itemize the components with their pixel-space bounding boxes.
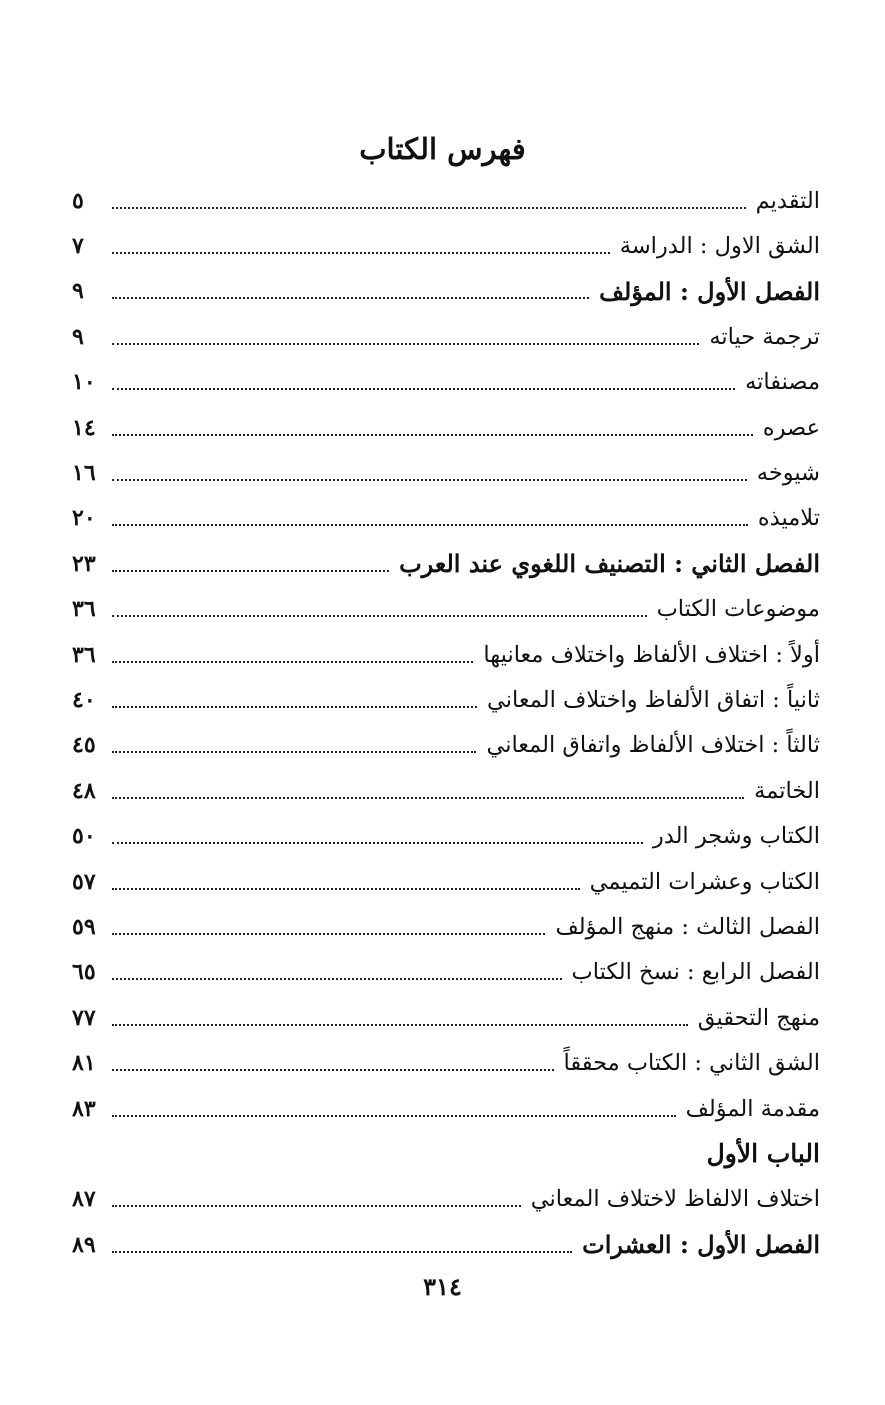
dot-leader	[112, 706, 477, 708]
toc-entry-page: ٤٥	[72, 732, 96, 759]
toc-entry-title: التقديم	[755, 187, 820, 214]
toc-entry-page: ٩	[72, 323, 84, 350]
dot-leader	[112, 1251, 572, 1253]
toc-entry-title: الفصل الرابع : نسخ الكتاب	[571, 959, 820, 986]
dot-leader	[112, 434, 753, 436]
toc-entry-title: موضوعات الكتاب	[656, 596, 820, 623]
toc-entry-title: مصنفاته	[745, 369, 820, 396]
dot-leader	[112, 388, 735, 390]
toc-entry-page: ٥٩	[72, 913, 96, 940]
toc-entry	[72, 360, 820, 405]
toc-entry-title: منهج التحقيق	[697, 1004, 820, 1031]
toc-entry-title: الكتاب وعشرات التميمي	[589, 868, 820, 895]
toc-entry	[72, 269, 820, 314]
page-number: ٣١٤	[423, 1272, 462, 1301]
toc-entry-title: الكتاب وشجر الدر	[652, 823, 820, 850]
toc-entry-page: ٨١	[72, 1050, 96, 1077]
toc-entry-page: ٧٧	[72, 1004, 96, 1031]
toc-entry-title: تلاميذه	[757, 505, 820, 532]
toc-entry-title: الفصل الثاني : التصنيف اللغوي عند العرب	[399, 549, 820, 579]
toc-entry-page: ٣٦	[72, 641, 96, 668]
toc-entry-page: ٢٠	[72, 505, 96, 532]
toc-entry	[72, 1086, 820, 1131]
toc-entry	[72, 1222, 820, 1267]
toc-entry-page: ٦٥	[72, 959, 96, 986]
dot-leader	[112, 615, 647, 617]
dot-leader	[112, 1024, 688, 1026]
dot-leader	[112, 207, 746, 209]
toc-after-list	[72, 1177, 820, 1268]
toc-entry-title: أولاً : اختلاف الألفاظ واختلاف معانيها	[483, 641, 820, 668]
toc-entry	[72, 178, 820, 223]
dot-leader	[112, 661, 473, 663]
dot-leader	[112, 797, 744, 799]
toc-entry-title: ثانياً : اتفاق الألفاظ واختلاف المعاني	[487, 686, 820, 713]
page-title: فهرس الكتاب	[359, 132, 526, 166]
toc-entry-title: ثالثاً : اختلاف الألفاظ واتفاق المعاني	[486, 732, 820, 759]
toc-entry-page: ٥	[72, 187, 84, 214]
toc-entry-page: ٤٠	[72, 686, 96, 713]
toc-entry	[72, 632, 820, 677]
toc-entry	[72, 223, 820, 268]
toc-entry-page: ٩	[72, 278, 84, 305]
toc-entry	[72, 859, 820, 904]
dot-leader	[112, 978, 562, 980]
toc-main-list	[72, 178, 820, 1131]
toc-entry-title: عصره	[762, 414, 820, 441]
dot-leader	[112, 479, 747, 481]
dot-leader	[112, 570, 389, 572]
toc-entry	[72, 677, 820, 722]
toc-entry	[72, 587, 820, 632]
dot-leader	[112, 1205, 521, 1207]
toc-entry-page: ١٦	[72, 460, 96, 487]
toc-entry-page: ٨٩	[72, 1231, 96, 1258]
toc-entry	[72, 813, 820, 858]
toc-entry-page: ٤٨	[72, 777, 96, 804]
toc-entry-page: ٧	[72, 233, 84, 260]
dot-leader	[112, 1115, 676, 1117]
toc-entry	[72, 496, 820, 541]
toc-entry-title: الفصل الثالث : منهج المؤلف	[555, 913, 820, 940]
toc-entry-page: ٥٧	[72, 868, 96, 895]
toc-entry	[72, 995, 820, 1040]
toc-entry	[72, 541, 820, 586]
toc-entry-title: مقدمة المؤلف	[685, 1095, 820, 1122]
dot-leader	[112, 252, 610, 254]
toc-entry-page: ١٤	[72, 414, 96, 441]
toc-entry-title: الشق الاول : الدراسة	[619, 233, 820, 260]
toc-entry-page: ٣٦	[72, 596, 96, 623]
toc-entry-title: شيوخه	[756, 460, 820, 487]
toc-entry	[72, 723, 820, 768]
dot-leader	[112, 751, 476, 753]
toc-entry	[72, 904, 820, 949]
toc-entry-page: ٢٣	[72, 550, 96, 577]
section-heading	[72, 1131, 820, 1176]
toc-entry	[72, 314, 820, 359]
toc-entry	[72, 768, 820, 813]
dot-leader	[112, 933, 545, 935]
toc-entry	[72, 1040, 820, 1085]
toc-entry-title: ترجمة حياته	[709, 323, 820, 350]
table-of-contents	[72, 178, 820, 1267]
toc-entry-page: ١٠	[72, 369, 96, 396]
toc-entry	[72, 405, 820, 450]
section-heading-text: الباب الأول	[706, 1139, 820, 1169]
dot-leader	[112, 888, 580, 890]
toc-entry-page: ٥٠	[72, 823, 96, 850]
dot-leader	[112, 524, 748, 526]
toc-entry	[72, 450, 820, 495]
dot-leader	[112, 1069, 554, 1071]
toc-entry-title: الخاتمة	[754, 777, 820, 804]
dot-leader	[112, 297, 589, 299]
toc-entry	[72, 950, 820, 995]
toc-entry-title: الفصل الأول : العشرات	[582, 1230, 820, 1260]
toc-entry-page: ٨٧	[72, 1186, 96, 1213]
toc-entry-title: اختلاف الالفاظ لاختلاف المعاني	[530, 1186, 820, 1213]
toc-entry-title: الشق الثاني : الكتاب محققاً	[563, 1050, 820, 1077]
dot-leader	[112, 842, 643, 844]
dot-leader	[112, 343, 699, 345]
toc-entry	[72, 1177, 820, 1222]
toc-entry-title: الفصل الأول : المؤلف	[599, 276, 820, 306]
toc-entry-page: ٨٣	[72, 1095, 96, 1122]
